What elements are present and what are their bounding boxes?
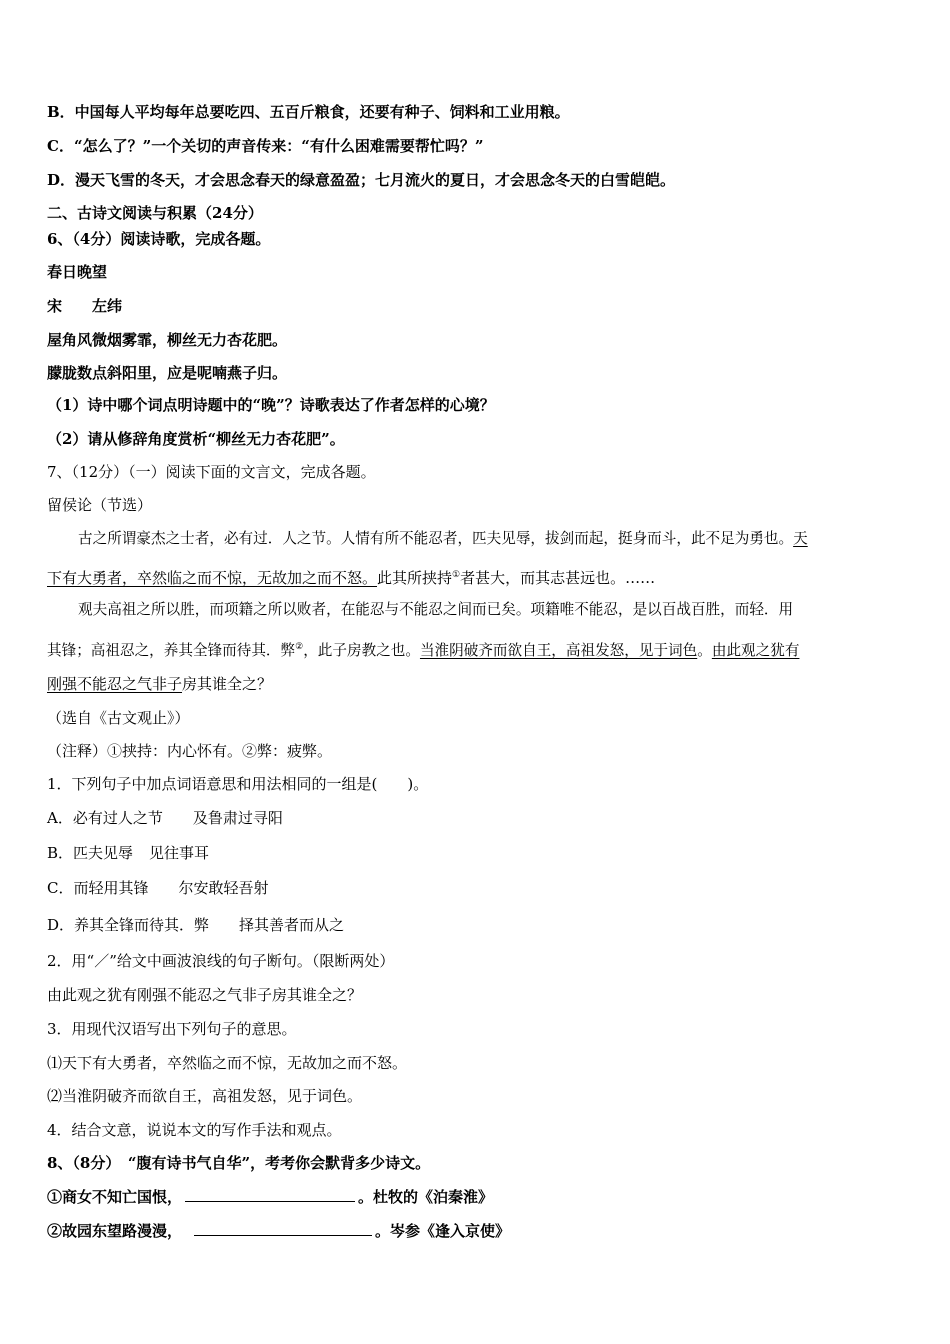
q8-stem: 8、（8分） “腹有诗书气自华”，考考你会默背多少诗文。 (47, 1154, 431, 1172)
choice-text: A．必有过人之节 (47, 809, 163, 827)
text: ，此子房教之也。 (303, 641, 420, 659)
passage-line (47, 565, 655, 588)
choice-text: D．养其全锋而待其．弊 (47, 916, 210, 934)
text: 房其谁全之？ (182, 675, 273, 693)
text: ①商女不知亡国恨， (47, 1188, 183, 1206)
q6-stem: 6、（4分）阅读诗歌，完成各题。 (47, 230, 271, 248)
option-b: B．中国每人平均每年总要吃四、五百斤粮食，还要有种子、饲料和工业用粮。 (47, 103, 570, 121)
q7-3-1: ⑴天下有大勇者，卒然临之而不惊，无故加之而不怒。 (47, 1054, 408, 1072)
q8-item-2 (47, 1221, 510, 1241)
answer-blank[interactable] (194, 1221, 372, 1236)
text: ②故园东望路漫漫， (47, 1222, 183, 1240)
choice-a (47, 808, 283, 828)
text: 其锋；高祖忍之，养其全锋而待其．弊 (47, 641, 296, 659)
q6-sub1: （1）诗中哪个词点明诗题中的“晚”？诗歌表达了作者怎样的心境？ (47, 396, 495, 414)
passage-line (78, 529, 808, 549)
poem-title: 春日晚望 (47, 263, 108, 281)
q7-3: 3．用现代汉语写出下列句子的意思。 (47, 1020, 297, 1038)
author: 左纬 (92, 297, 123, 315)
underlined-text: 天 (793, 530, 808, 547)
q7-2-sentence: 由此观之犹有刚强不能忍之气非子房其谁全之？ (47, 986, 363, 1004)
text: 古之所谓豪杰之士者，必有过．人之节。人情有所不能忍者，匹夫见辱，拔剑而起，挺身而斗，此不足为勇也。 (78, 530, 794, 547)
wavy-underlined-text: 由此观之犹有 (711, 641, 800, 659)
q6-sub2: （2）请从修辞角度赏析“柳丝无力杏花肥”。 (47, 430, 345, 448)
q7-4: 4．结合文意，说说本文的写作手法和观点。 (47, 1121, 342, 1139)
section-title: 二、古诗文阅读与积累（24分） (47, 204, 263, 222)
underlined-text: 下有大勇者，卒然临之而不惊，无故加之而不怒。 (47, 569, 378, 587)
choice-c (47, 878, 269, 898)
dynasty: 宋 (47, 297, 63, 315)
q7-2: 2．用“／”给文中画波浪线的句子断句。（限断两处） (47, 952, 395, 970)
choice-text: 择其善者而从之 (239, 916, 345, 934)
passage-line (47, 637, 799, 661)
answer-blank[interactable] (185, 1187, 355, 1202)
text: 。杜牧的《泊秦淮》 (358, 1188, 494, 1206)
choice-text: B．匹夫见辱 (47, 844, 134, 862)
text-title: 留侯论（节选） (47, 496, 153, 514)
footnote-mark: ① (452, 570, 461, 580)
choice-b (47, 843, 209, 863)
choice-text: 及鲁肃过寻阳 (192, 809, 283, 827)
poem-line: 屋角风微烟雾霏，柳丝无力杏花肥。 (47, 331, 288, 349)
footnote-mark: ② (295, 642, 304, 652)
text: 。 (697, 641, 712, 659)
q7-3-2: ⑵当淮阴破齐而欲自王，高祖发怒，见于词色。 (47, 1087, 363, 1105)
wavy-underlined-text: 刚强不能忍之气非子 (47, 675, 183, 693)
choice-text: 见往事耳 (149, 844, 210, 862)
text: 者甚大，而其志甚远也。…… (460, 569, 656, 587)
text: 此其所挟持 (377, 569, 453, 587)
passage-line (47, 674, 272, 694)
passage-line: 观夫高祖之所以胜，而项籍之所以败者，在能忍与不能忍之间而已矣。项籍唯不能忍，是以百战百胜，而轻．用 (78, 601, 794, 618)
choice-text: C．而轻用其锋 (47, 879, 149, 897)
underlined-text: 当淮阴破齐而欲自王，高祖发怒，见于词色 (419, 641, 698, 659)
source: （选自《古文观止》） (47, 709, 190, 727)
poem-line: 朦胧数点斜阳里，应是呢喃燕子归。 (47, 364, 288, 382)
option-d: D．漫天飞雪的冬天，才会思念春天的绿意盈盈；七月流火的夏日，才会思念冬天的白雪皑皑。 (47, 171, 676, 189)
choice-text: 尔安敢轻吾射 (178, 879, 269, 897)
notes: （注释）①挟持：内心怀有。②弊：疲弊。 (47, 742, 333, 760)
poem-author (47, 296, 122, 316)
q8-item-1 (47, 1187, 493, 1207)
q7-stem: 7、（12分）（一）阅读下面的文言文，完成各题。 (47, 463, 376, 481)
option-c: C．“怎么了？”一个关切的声音传来：“有什么困难需要帮忙吗？” (47, 137, 484, 155)
choice-d (47, 915, 344, 935)
text: 。岑参《逢入京使》 (375, 1222, 511, 1240)
q7-1: 1．下列句子中加点词语意思和用法相同的一组是( )。 (47, 775, 429, 793)
